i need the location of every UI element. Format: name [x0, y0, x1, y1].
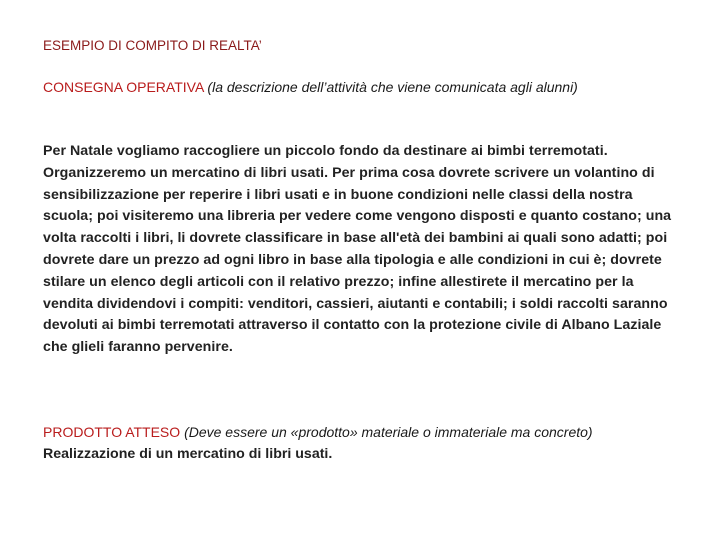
- consegna-heading: [43, 77, 578, 97]
- consegna-description: (la descrizione dell’attività che viene comunicata agli alunni): [207, 79, 578, 95]
- prodotto-label: PRODOTTO ATTESO: [43, 424, 181, 440]
- prodotto-heading: [43, 422, 593, 442]
- prodotto-description: (Deve essere un «prodotto» materiale o immateriale ma concreto): [184, 424, 593, 440]
- consegna-label: CONSEGNA OPERATIVA: [43, 79, 204, 95]
- task-description-paragraph: Per Natale vogliamo raccogliere un piccolo fondo da destinare ai bimbi terremotati. Organizzeremo un mercatino di libri usati. Per prima cosa dovrete scrivere un volantino di sensibilizzazione per reperire i libri usati e in buone condizioni nelle classi della nostra scuola; poi visiteremo una libreria per vedere come vengono disposti e quanto costano; una volta raccolti i libri, li dovrete classificare in base all'età dei bambini ai quali sono adatti; poi dovrete dare un prezzo ad ogni libro in base alla tipologia e alle condizioni in cui è; dovrete stilare un elenco degli articoli con il relativo prezzo; infine allestirete il mercatino per la vendita dividendovi i compiti: venditori, cassieri, aiutanti e contabili; i soldi raccolti saranno devoluti ai bimbi terremotati attraverso il contatto con la protezione civile di Albano Laziale che glieli faranno pervenire.: [43, 143, 672, 356]
- expected-product-text: Realizzazione di un mercatino di libri usati.: [43, 446, 333, 462]
- slide-title: ESEMPIO DI COMPITO DI REALTA’: [43, 38, 262, 53]
